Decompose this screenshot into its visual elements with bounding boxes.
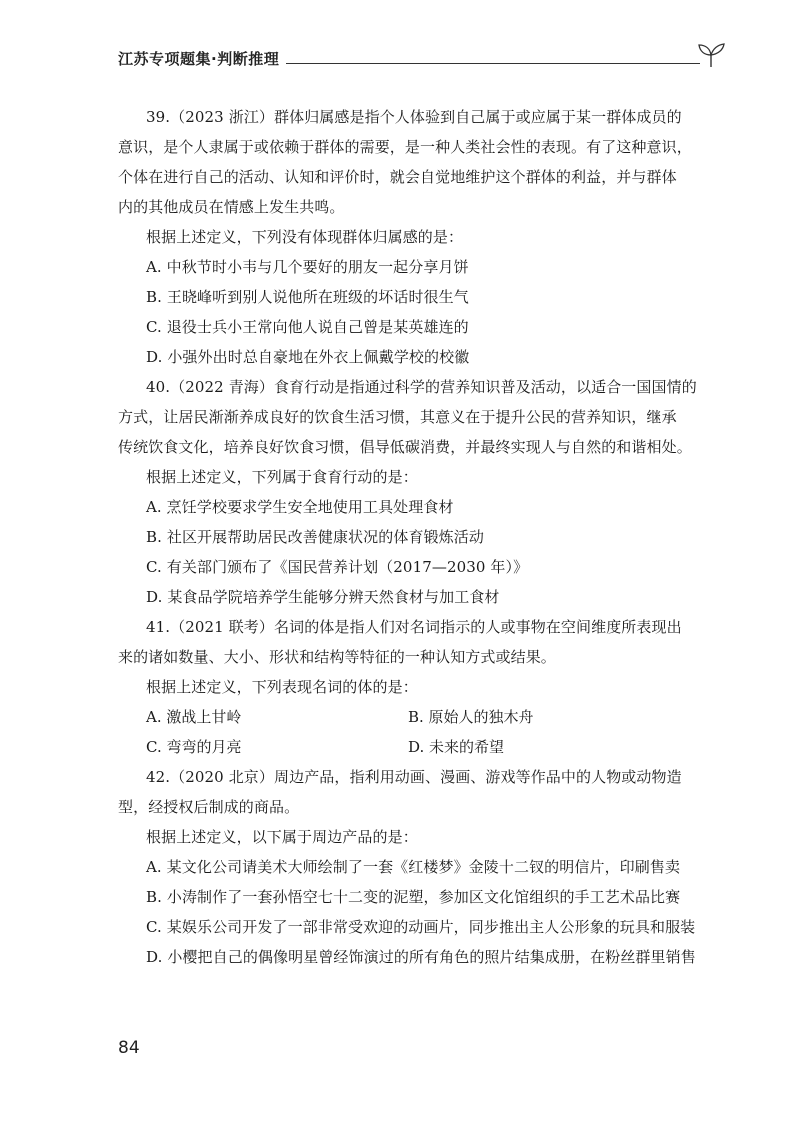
question-42	[118, 762, 723, 972]
stem-line: 41.（2021 联考）名词的体是指人们对名词指示的人或事物在空间维度所表现出	[146, 618, 682, 636]
stem-line: 内的其他成员在情感上发生共鸣。	[118, 198, 345, 216]
option-d: D. 小樱把自己的偶像明星曾经饰演过的所有角色的照片结集成册，在粉丝群里销售	[146, 948, 696, 966]
question-prompt: 根据上述定义，下列属于食育行动的是：	[146, 468, 418, 486]
option-a: A. 烹饪学校要求学生安全地使用工具处理食材	[146, 498, 454, 516]
option-c: C. 弯弯的月亮	[146, 738, 242, 756]
option-b: B. 王晓峰听到别人说他所在班级的坏话时很生气	[146, 288, 469, 306]
option-a: A. 中秋节时小韦与几个要好的朋友一起分享月饼	[146, 258, 469, 276]
question-prompt: 根据上述定义，以下属于周边产品的是：	[146, 828, 418, 846]
option-b: B. 小涛制作了一套孙悟空七十二变的泥塑，参加区文化馆组织的手工艺术品比赛	[146, 888, 681, 906]
question-prompt: 根据上述定义，下列没有体现群体归属感的是：	[146, 228, 464, 246]
option-d: D. 某食品学院培养学生能够分辨天然食材与加工食材	[146, 588, 500, 606]
stem-line: 意识，是个人隶属于或依赖于群体的需要，是一种人类社会性的表现。有了这种意识，	[118, 138, 692, 156]
option-c: C. 有关部门颁布了《国民营养计划（2017—2030 年）》	[146, 558, 529, 576]
option-d: D. 小强外出时总自豪地在外衣上佩戴学校的校徽	[146, 348, 470, 366]
option-b: B. 社区开展帮助居民改善健康状况的体育锻炼活动	[146, 528, 484, 546]
stem-line: 40.（2022 青海）食育行动是指通过科学的营养知识普及活动，以适合一国国情的	[146, 378, 697, 396]
page-number: 84	[118, 1038, 140, 1058]
question-prompt: 根据上述定义，下列表现名词的体的是：	[146, 678, 418, 696]
question-41	[118, 612, 723, 762]
stem-line: 方式，让居民渐渐养成良好的饮食生活习惯，其意义在于提升公民的营养知识，继承	[118, 408, 677, 426]
stem-line: 42.（2020 北京）周边产品，指利用动画、漫画、游戏等作品中的人物或动物造	[146, 768, 682, 786]
option-b: B. 原始人的独木舟	[408, 708, 534, 726]
option-d: D. 未来的希望	[408, 738, 505, 756]
stem-line: 传统饮食文化，培养良好饮食习惯，倡导低碳消费，并最终实现人与自然的和谐相处。	[118, 438, 692, 456]
stem-line: 来的诸如数量、大小、形状和结构等特征的一种认知方式或结果。	[118, 648, 556, 666]
stem-line: 个体在进行自己的活动、认知和评价时，就会自觉地维护这个群体的利益，并与群体	[118, 168, 677, 186]
option-a: A. 某文化公司请美术大师绘制了一套《红楼梦》金陵十二钗的明信片，印刷售卖	[146, 858, 681, 876]
stem-line: 型，经授权后制成的商品。	[118, 798, 300, 816]
page-content	[118, 102, 723, 972]
option-row	[118, 702, 723, 732]
option-c: C. 某娱乐公司开发了一部非常受欢迎的动画片，同步推出主人公形象的玩具和服装	[146, 918, 696, 936]
question-39	[118, 102, 723, 372]
book-title: 江苏专项题集·判断推理	[118, 50, 280, 68]
option-row	[118, 732, 723, 762]
option-a: A. 激战上甘岭	[146, 708, 242, 726]
running-header	[118, 42, 728, 72]
header-rule	[286, 63, 700, 64]
stem-line: 39.（2023 浙江）群体归属感是指个人体验到自己属于或应属于某一群体成员的	[146, 108, 682, 126]
sprout-icon	[696, 42, 726, 68]
option-c: C. 退役士兵小王常向他人说自己曾是某英雄连的	[146, 318, 469, 336]
question-40	[118, 372, 723, 612]
